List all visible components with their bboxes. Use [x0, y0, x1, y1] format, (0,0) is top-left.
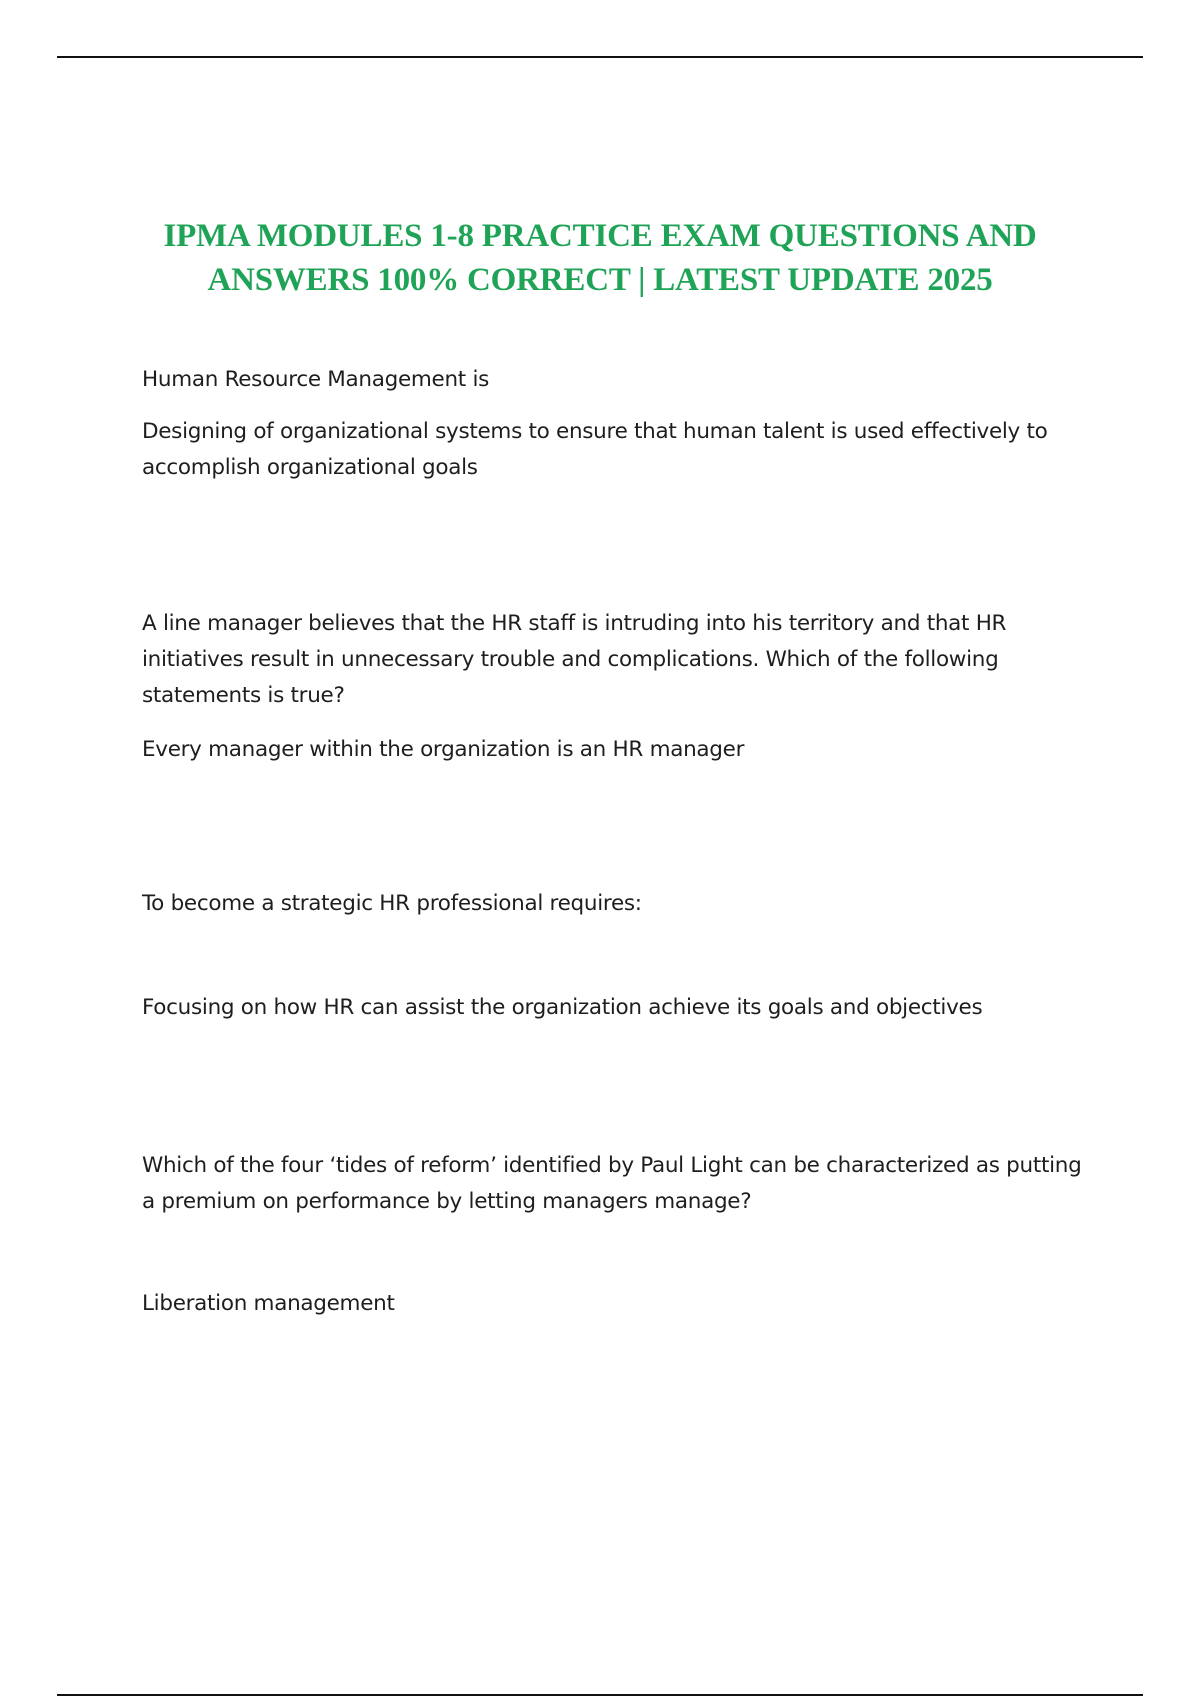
bottom-rule [57, 1694, 1143, 1696]
question-4: Which of the four ‘tides of reform’ identified by Paul Light can be characterized as putting a premium on performance by letting managers manage? [142, 1153, 1082, 1214]
answer-3: Focusing on how HR can assist the organization achieve its goals and objectives [142, 995, 983, 1020]
question-2: A line manager believes that the HR staff is intruding into his territory and that HR initiatives result in unnecessary trouble and complications. Which of the following statements is true? [142, 611, 1007, 708]
answer-1: Designing of organizational systems to ensure that human talent is used effectively to accomplish organizational goals [142, 419, 1048, 480]
question-3: To become a strategic HR professional requires: [142, 891, 642, 916]
answer-4: Liberation management [142, 1291, 395, 1316]
top-rule [57, 56, 1143, 58]
answer-2: Every manager within the organization is an HR manager [142, 737, 745, 762]
document-title: IPMA MODULES 1-8 PRACTICE EXAM QUESTIONS AND ANSWERS 100% CORRECT | LATEST UPDATE 2025 [163, 218, 1037, 298]
question-1: Human Resource Management is [142, 367, 490, 392]
